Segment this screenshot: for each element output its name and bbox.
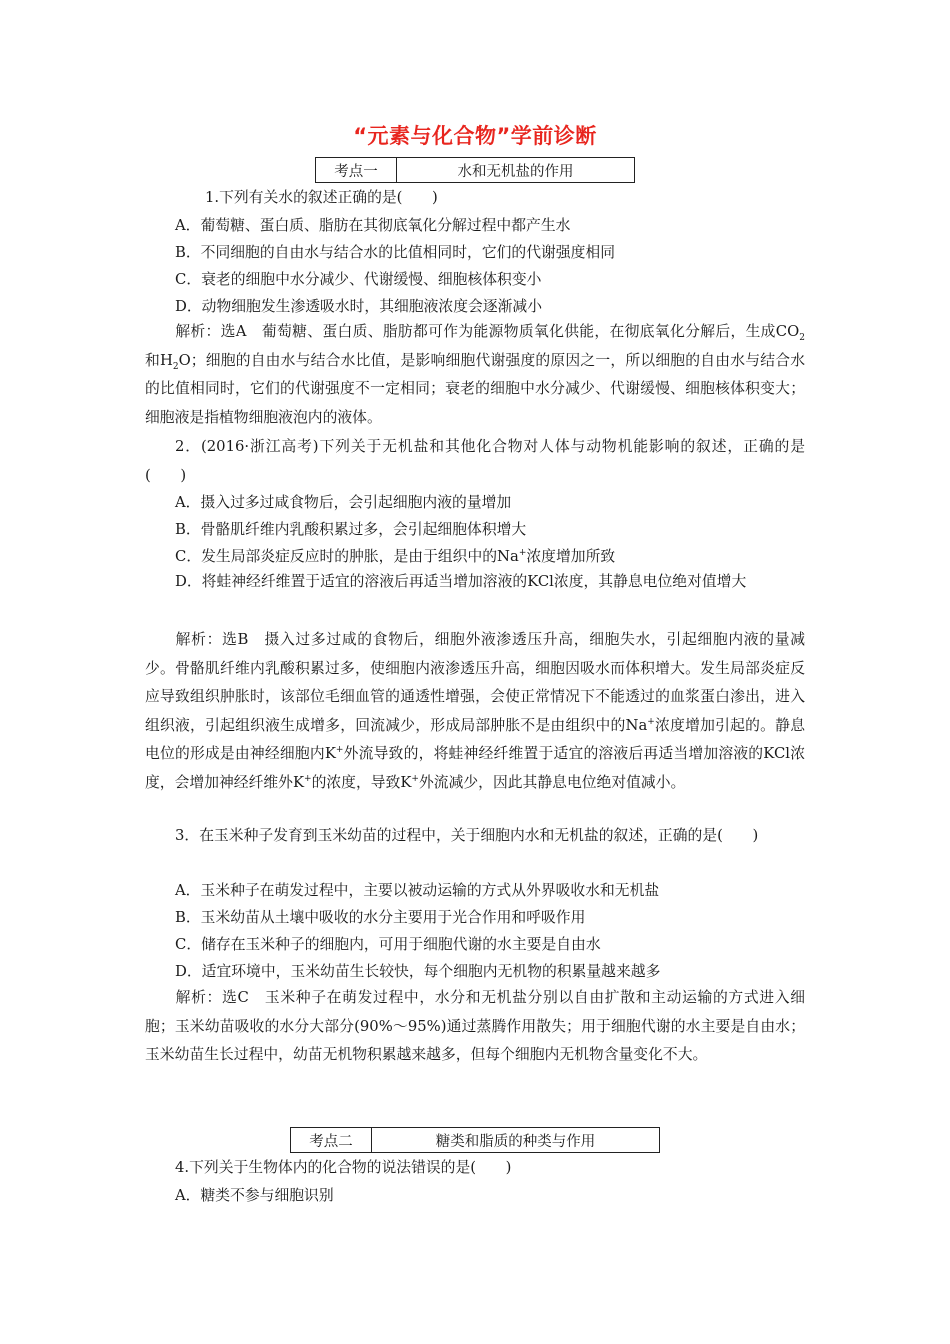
q2-analysis: 解析：选B 摄入过多过咸的食物后，细胞外液渗透压升高，细胞失水，引起细胞内液的量减少。骨骼肌纤维内乳酸积累过多，使细胞内液渗透压升高，细胞因吸水而体积增大。发生局部炎症反应导致组织肿胀时，该部位毛细血管的通透性增强，会使正常情况下不能透过的血浆蛋白渗出，进入组织液，引起组织液生成增多，回流减少，形成局部肿胀不是由组织中的Na+浓度增加引起的。静息电位的形成是由神经细胞内K+外流导致的，将蛙神经纤维置于适宜的溶液后再适当增加溶液的KCl浓度，会增加神经纤维外K+的浓度，导致K+外流减少，因此其静息电位绝对值减小。 xyxy=(145,631,805,791)
q3-analysis: 解析：选C 玉米种子在萌发过程中，水分和无机盐分别以自由扩散和主动运输的方式进入细胞；玉米幼苗吸收的水分大部分(90%～95%)通过蒸腾作用散失；用于细胞代谢的水主要是自由水；玉米幼苗生长过程中，幼苗无机物积累越来越多，但每个细胞内无机物含量变化不大。 xyxy=(145,989,805,1063)
q1-option-d: D．动物细胞发生渗透吸水时，其细胞液浓度会逐渐减小 xyxy=(175,298,542,315)
section-topic: 糖类和脂质的种类与作用 xyxy=(435,1133,596,1150)
q1-option-a: A．葡萄糖、蛋白质、脂肪在其彻底氧化分解过程中都产生水 xyxy=(175,217,571,234)
section-label: 考点二 xyxy=(291,1128,372,1152)
question-1-stem: 1.下列有关水的叙述正确的是( ) xyxy=(205,189,438,206)
q4-option-a: A．糖类不参与细胞识别 xyxy=(175,1187,334,1204)
q2-option-a: A．摄入过多过咸食物后，会引起细胞内液的量增加 xyxy=(175,494,512,511)
q1-option-b: B．不同细胞的自由水与结合水的比值相同时，它们的代谢强度相同 xyxy=(175,244,615,261)
q3-option-b: B．玉米幼苗从土壤中吸收的水分主要用于光合作用和呼吸作用 xyxy=(175,909,586,926)
q1-analysis: 解析：选A 葡萄糖、蛋白质、脂肪都可作为能源物质氧化供能，在彻底氧化分解后，生成$CO_2$和$H_2O$；细胞的自由水与结合水比值，是影响细胞代谢强度的原因之一，所以细胞的自由水与结合水的比值相同时，它们的代谢强度不一定相同；衰老的细胞中水分减少、代谢缓慢、细胞核体积变大；细胞液是指植物细胞液泡内的液体。 xyxy=(145,323,805,426)
section-label: 考点一 xyxy=(316,158,397,182)
q1-option-c: C．衰老的细胞中水分减少、代谢缓慢、细胞核体积变小 xyxy=(175,271,542,288)
q2-option-b: B．骨骼肌纤维内乳酸积累过多，会引起细胞体积增大 xyxy=(175,521,527,538)
section-header-2 xyxy=(290,1127,660,1153)
q3-option-c: C．储存在玉米种子的细胞内，可用于细胞代谢的水主要是自由水 xyxy=(175,936,601,953)
q3-option-a: A．玉米种子在萌发过程中，主要以被动运输的方式从外界吸收水和无机盐 xyxy=(175,882,660,899)
section-header-1 xyxy=(315,157,635,183)
q3-option-d: D．适宜环境中，玉米幼苗生长较快，每个细胞内无机物的积累量越来越多 xyxy=(175,963,661,980)
q2-option-c: C．发生局部炎症反应时的肿胀，是由于组织中的Na+浓度增加所致 xyxy=(175,548,616,565)
q2-option-d: D．将蛙神经纤维置于适宜的溶液后再适当增加溶液的KCl浓度，其静息电位绝对值增大 xyxy=(175,573,747,590)
page-title: “元素与化合物”学前诊断 xyxy=(353,124,597,148)
question-3-stem: 3．在玉米种子发育到玉米幼苗的过程中，关于细胞内水和无机盐的叙述，正确的是( ) xyxy=(175,827,759,844)
question-4-stem: 4.下列关于生物体内的化合物的说法错误的是( ) xyxy=(175,1159,512,1176)
question-2-stem: 2．(2016·浙江高考)下列关于无机盐和其他化合物对人体与动物机能影响的叙述，正确的是( ) xyxy=(145,438,805,484)
section-topic: 水和无机盐的作用 xyxy=(457,163,574,180)
